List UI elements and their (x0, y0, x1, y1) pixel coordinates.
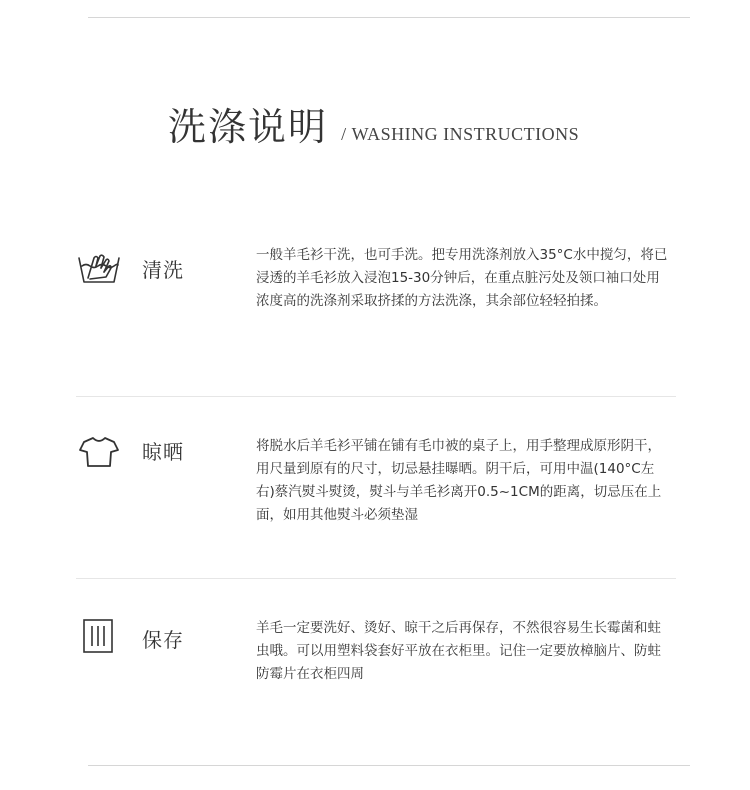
title-english: / WASHING INSTRUCTIONS (341, 124, 580, 144)
section-divider (76, 396, 676, 397)
wash-description: 一般羊毛衫干洗，也可手洗。把专用洗涤剂放入35°C水中搅匀，将已浸透的羊毛衫放入浸泡15-30分钟后，在重点脏污处及领口袖口处用浓度高的洗涤剂采取挤揉的方法洗涤，其余部位轻轻拍揉。 (256, 247, 668, 309)
wash-label: 清洗 (142, 258, 184, 282)
page-title (168, 96, 579, 152)
dry-label: 晾晒 (142, 440, 184, 464)
store-description: 羊毛一定要洗好、烫好、晾干之后再保存，不然很容易生长霉菌和蛀虫哦。可以用塑料袋套好平放在衣柜里。记住一定要放樟脑片、防蛀防霉片在衣柜四周 (256, 620, 661, 682)
dry-description: 将脱水后羊毛衫平铺在铺有毛巾被的桌子上，用手整理成原形阴干，用尺量到原有的尺寸，切忌悬挂曝晒。阴干后，可用中温(140°C左右)蔡汽熨斗熨烫，熨斗与羊毛衫离开0.5~1CM的距离，切忌压在上面，如用其他熨斗必须垫湿 (256, 438, 662, 523)
top-divider (88, 17, 690, 18)
store-label: 保存 (142, 628, 184, 652)
hand-wash-icon (76, 246, 122, 286)
storage-icon (76, 616, 122, 656)
bottom-divider (88, 765, 690, 766)
tshirt-icon (76, 432, 122, 472)
section-divider (76, 578, 676, 579)
title-chinese: 洗涤说明 (168, 105, 329, 149)
